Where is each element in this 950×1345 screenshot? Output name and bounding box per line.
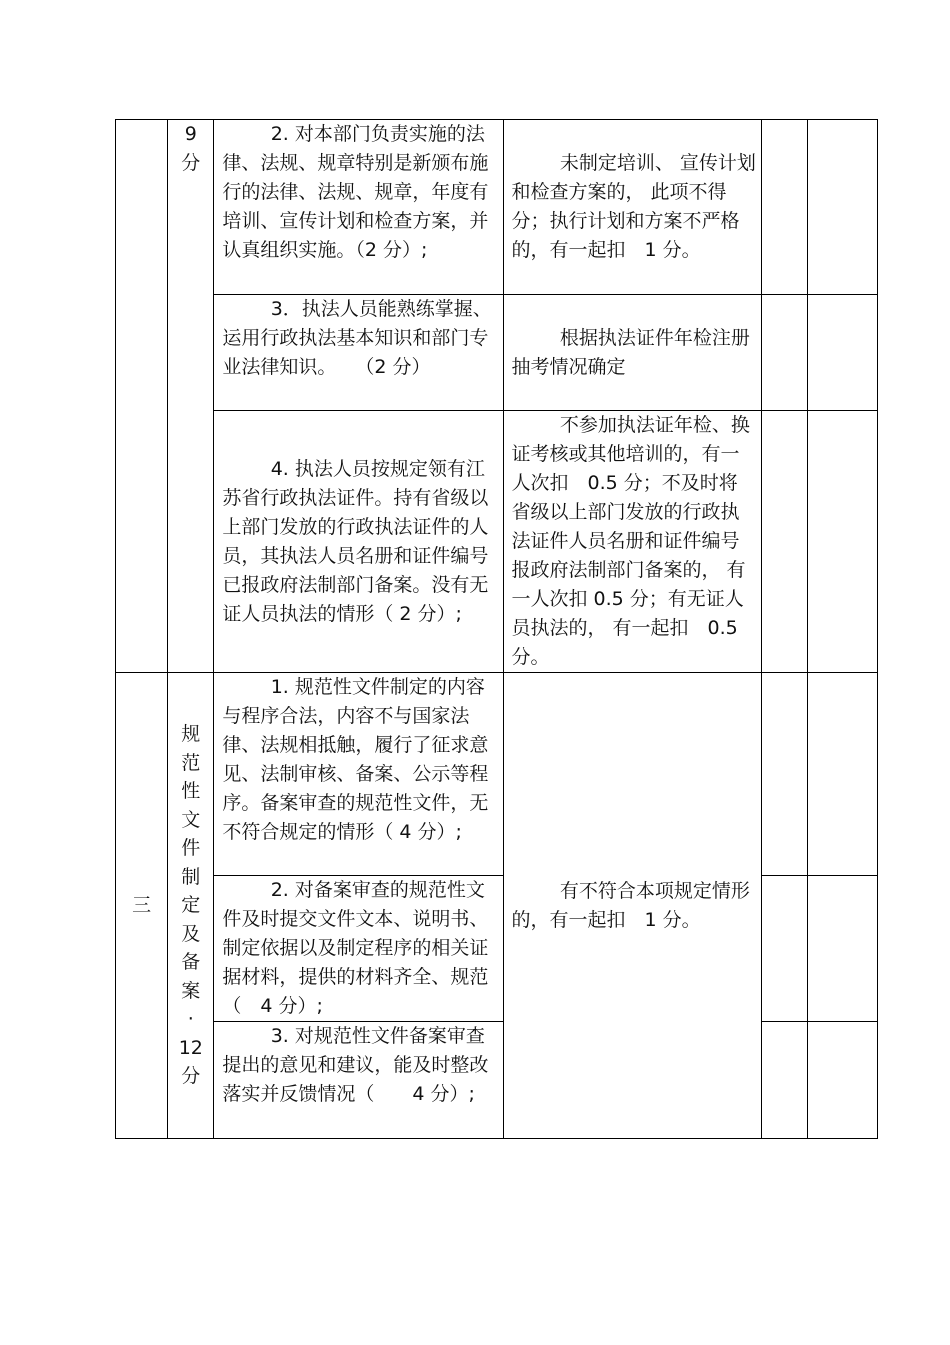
criteria-cell (503, 411, 761, 673)
content-cell (214, 411, 503, 673)
scoring-criteria: 有不符合本项规定情形的，有一起扣 1 分。 (511, 879, 750, 931)
content-cell (214, 1022, 503, 1139)
item-content: 2. 对本部门负责实施的法律、法规、规章特别是新颁布施行的法律、法规、规章，年度有培训、宣传计划和检查方案，并认真组织实施。（2 分）; (222, 123, 489, 261)
item-content: 3. 对规范性文件备案审查提出的意见和建议，能及时整改落实并反馈情况（ 4 分）; (222, 1025, 489, 1105)
category-cell (168, 673, 214, 1139)
remark-cell[interactable] (807, 120, 877, 295)
section-number: 三 (132, 894, 152, 916)
score-input-cell[interactable] (761, 673, 807, 876)
scoring-criteria: 根据执法证件年检注册抽考情况确定 (511, 326, 750, 378)
table-row (116, 295, 878, 411)
score-input-cell[interactable] (761, 1022, 807, 1139)
remark-cell[interactable] (807, 876, 877, 1022)
table-row (116, 876, 878, 1022)
content-cell (214, 876, 503, 1022)
item-content: 3．执法人员能熟练掌握、运用行政执法基本知识和部门专业法律知识。 （2 分） (222, 298, 492, 378)
score-input-cell[interactable] (761, 411, 807, 673)
item-content: 4. 执法人员按规定领有江苏省行政执法证件。持有省级以上部门发放的行政执法证件的人员，其执法人员名册和证件编号已报政府法制部门备案。没有无证人员执法的情形（ 2 分）; (222, 457, 489, 625)
section-number-cell (116, 673, 168, 1139)
table-row (116, 120, 878, 295)
criteria-cell (503, 673, 761, 1139)
category-score-label: 9 分 (181, 123, 201, 174)
criteria-cell (503, 295, 761, 411)
content-cell (214, 120, 503, 295)
remark-cell[interactable] (807, 1022, 877, 1139)
criteria-cell (503, 120, 761, 295)
score-input-cell[interactable] (761, 120, 807, 295)
table-row (116, 1022, 878, 1139)
content-cell (214, 673, 503, 876)
seq-cell-empty (116, 120, 168, 673)
table-row (116, 673, 878, 876)
category-score-cell (168, 120, 214, 673)
score-input-cell[interactable] (761, 295, 807, 411)
category-label: 规 范 性 文 件 制 定 及 备 案 · 12 分 (178, 723, 203, 1088)
table-row (116, 411, 878, 673)
remark-cell[interactable] (807, 411, 877, 673)
content-cell (214, 295, 503, 411)
item-content: 1. 规范性文件制定的内容与程序合法，内容不与国家法律、法规相抵触，履行了征求意见、法制审核、备案、公示等程序。备案审查的规范性文件，无不符合规定的情形（ 4 分）; (222, 676, 489, 843)
scoring-criteria: 不参加执法证年检、换证考核或其他培训的，有一人次扣 0.5 分；不及时将省级以上部门发放的行政执法证件人员名册和证件编号报政府法制部门备案的， 有一人次扣 0.5 分；有无证人员执法的， 有一起扣 0.5 分。 (511, 414, 750, 668)
scoring-criteria: 未制定培训、 宣传计划和检查方案的， 此项不得分；执行计划和方案不严格的，有一起扣 1 分。 (511, 152, 756, 261)
remark-cell[interactable] (807, 673, 877, 876)
item-content: 2. 对备案审查的规范性文件及时提交文件文本、说明书、制定依据以及制定程序的相关证据材料，提供的材料齐全、规范（ 4 分）; (222, 879, 489, 1017)
evaluation-table (115, 119, 878, 1139)
remark-cell[interactable] (807, 295, 877, 411)
score-input-cell[interactable] (761, 876, 807, 1022)
